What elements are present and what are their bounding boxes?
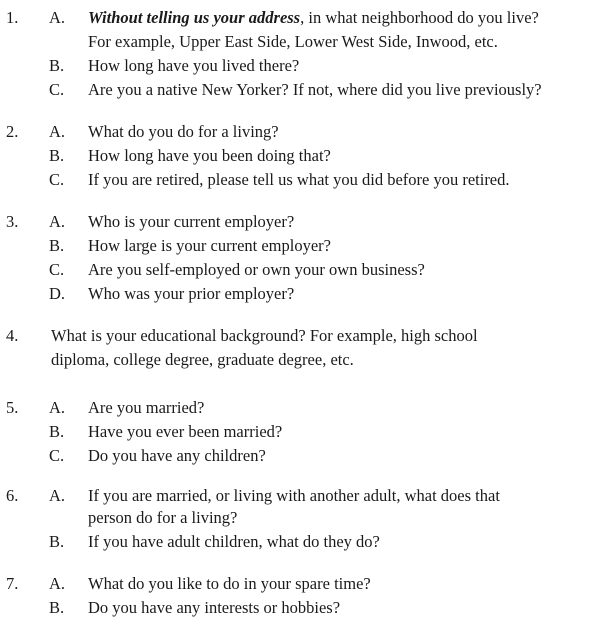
part-text: Do you have any interests or hobbies? [88,598,341,617]
question-number: 2. [6,122,19,141]
part-text: Do you have any children? [88,446,266,465]
part-text: Who was your prior employer? [88,284,295,303]
part-text: If you have adult children, what do they do? [88,532,380,551]
part-text: How long have you lived there? [88,56,300,75]
part-text: What do you do for a living? [88,122,279,141]
part-text-rest: , in what neighborhood do you live? [300,8,539,27]
part-text: If you are married, or living with another adult, what does that [88,486,500,505]
part-text: Are you self-employed or own your own business? [88,260,425,279]
part-letter: B. [49,598,65,617]
part-letter: C. [49,80,65,99]
question-number: 6. [6,486,19,505]
question-number: 5. [6,398,19,417]
question-number: 7. [6,574,19,593]
part-letter: A. [49,122,66,141]
part-text-continued: person do for a living? [88,508,238,527]
part-letter: C. [49,446,65,465]
part-text: Are you married? [88,398,205,417]
question-number: 3. [6,212,19,231]
part-letter: A. [49,486,66,505]
part-letter: B. [49,56,65,75]
question-number: 1. [6,8,19,27]
part-letter: B. [49,236,65,255]
part-text: How long have you been doing that? [88,146,331,165]
part-letter: B. [49,422,65,441]
part-letter: A. [49,398,66,417]
part-text [88,6,598,30]
part-letter: A. [49,574,66,593]
emphasized-text: Without telling us your address [88,8,301,27]
part-letter: B. [49,532,65,551]
question-text: What is your educational background? For example, high school [51,326,478,345]
part-text-continued: For example, Upper East Side, Lower West Side, Inwood, etc. [88,32,498,51]
question-number: 4. [6,326,19,345]
part-letter: C. [49,260,65,279]
question-text-continued: diploma, college degree, graduate degree, etc. [51,350,354,369]
part-text: If you are retired, please tell us what you did before you retired. [88,170,510,189]
part-letter: C. [49,170,65,189]
part-text: Are you a native New Yorker? If not, where did you live previously? [88,80,542,99]
part-letter: B. [49,146,65,165]
part-text: What do you like to do in your spare time? [88,574,371,593]
part-text: Have you ever been married? [88,422,283,441]
part-letter: D. [49,284,66,303]
part-text: Who is your current employer? [88,212,295,231]
part-text: How large is your current employer? [88,236,331,255]
part-letter: A. [49,8,66,27]
part-letter: A. [49,212,66,231]
